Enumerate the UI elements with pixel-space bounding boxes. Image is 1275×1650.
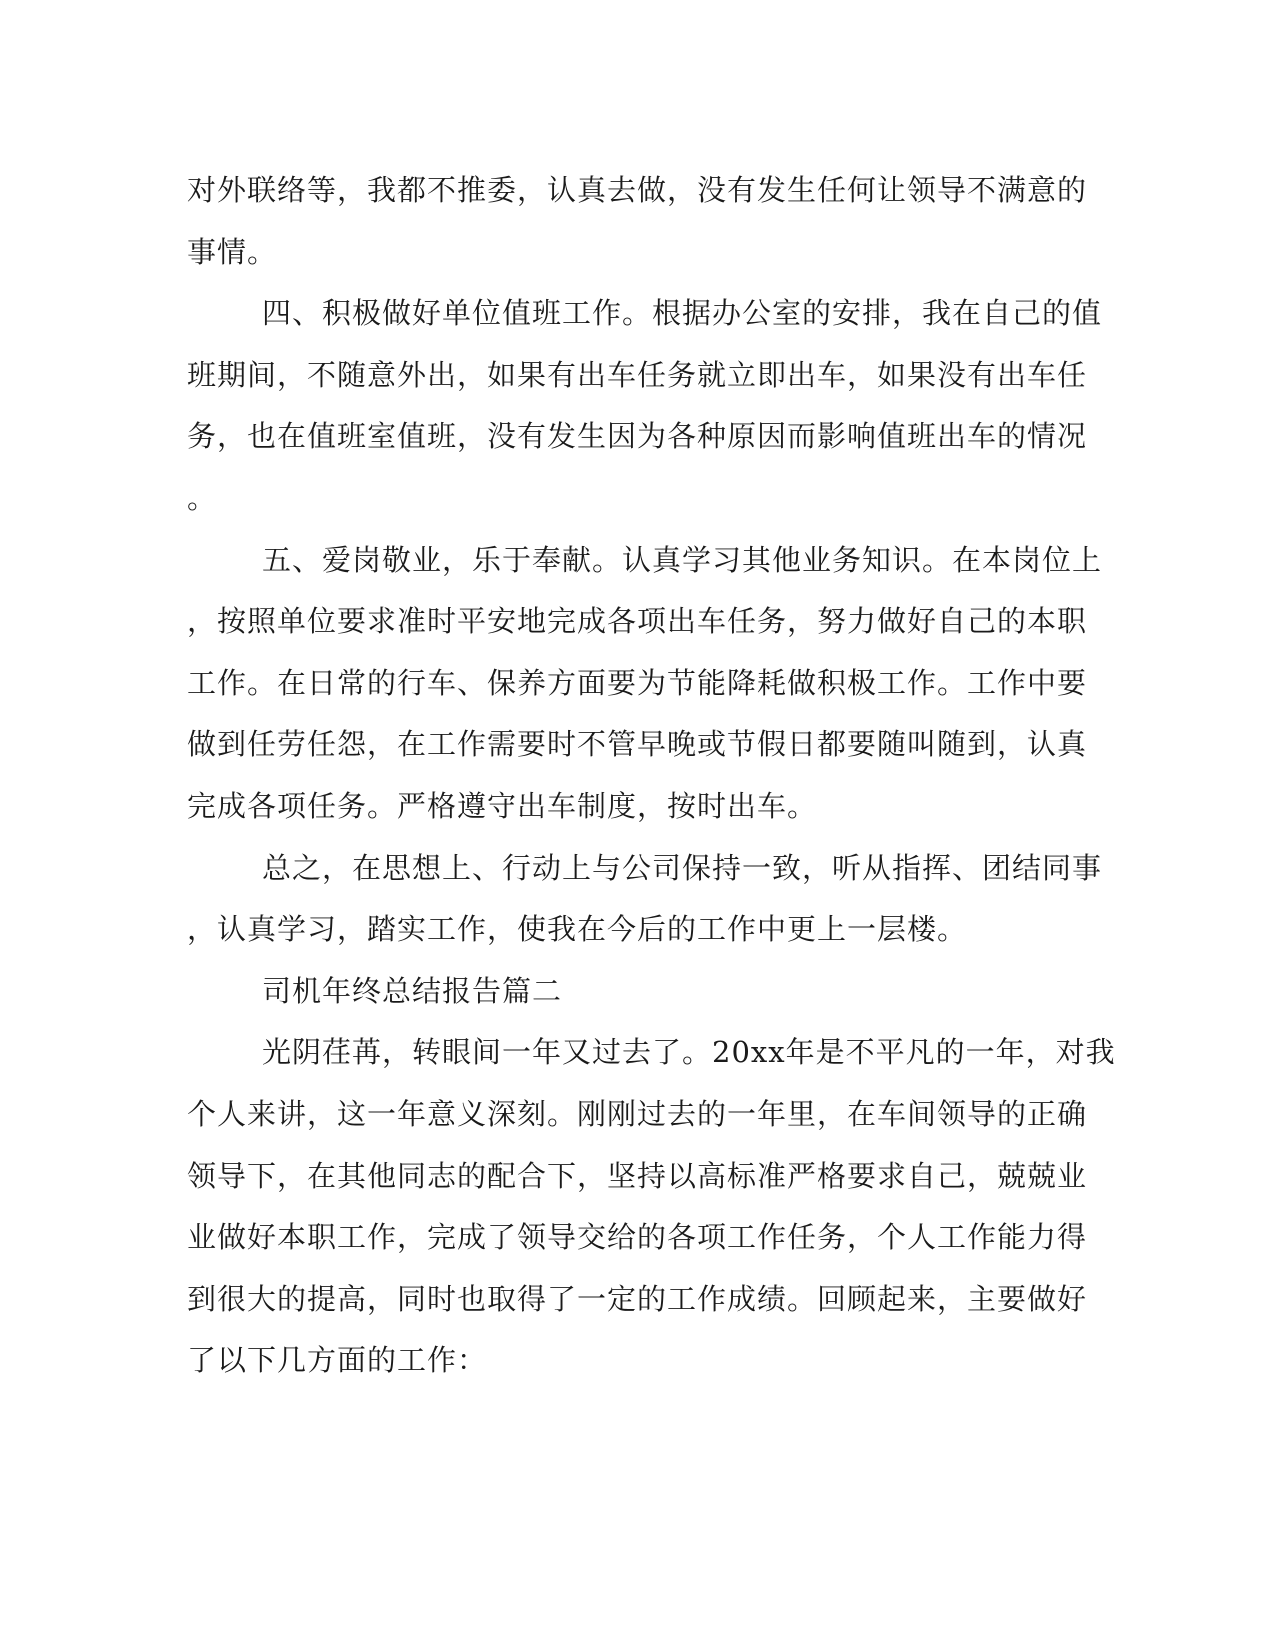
- text-line: 务，也在值班室值班，没有发生因为各种原因而影响值班出车的情况: [187, 419, 1088, 454]
- text-line: 班期间，不随意外出，如果有出车任务就立即出车，如果没有出车任: [187, 357, 1088, 392]
- text-line: 完成各项任务。严格遵守出车制度，按时出车。: [187, 788, 818, 823]
- text-line: 个人来讲，这一年意义深刻。刚刚过去的一年里，在车间领导的正确: [187, 1096, 1088, 1131]
- text-line: 到很大的提高，同时也取得了一定的工作成绩。回顾起来，主要做好: [187, 1281, 1088, 1316]
- section-heading: 司机年终总结报告篇二: [262, 973, 563, 1008]
- text-line: 光阴荏苒，转眼间一年又过去了。20xx年是不平凡的一年，对我: [262, 1035, 1116, 1070]
- text-line: 对外联络等，我都不推委，认真去做，没有发生任何让领导不满意的: [187, 173, 1088, 207]
- document-body: [187, 160, 1116, 1392]
- text-line: 四、积极做好单位值班工作。根据办公室的安排，我在自己的值: [262, 296, 1103, 331]
- text-line: 做到任劳任怨，在工作需要时不管早晚或节假日都要随叫随到，认真: [187, 727, 1088, 762]
- text-line: ，认真学习，踏实工作，使我在今后的工作中更上一层楼。: [187, 912, 968, 947]
- text-line: 工作。在日常的行车、保养方面要为节能降耗做积极工作。工作中要: [187, 665, 1088, 700]
- text-line: 总之，在思想上、行动上与公司保持一致，听从指挥、团结同事: [262, 850, 1103, 885]
- text-line: 领导下，在其他同志的配合下，坚持以高标准严格要求自己，兢兢业: [187, 1158, 1088, 1193]
- text-line: 五、爱岗敬业，乐于奉献。认真学习其他业务知识。在本岗位上: [262, 542, 1103, 577]
- text-line: 。: [187, 480, 218, 515]
- text-line: ，按照单位要求准时平安地完成各项出车任务，努力做好自己的本职: [187, 604, 1088, 639]
- text-line: 业做好本职工作，完成了领导交给的各项工作任务，个人工作能力得: [187, 1220, 1088, 1255]
- text-line: 事情。: [187, 234, 278, 269]
- text-line: 了以下几方面的工作：: [187, 1343, 488, 1378]
